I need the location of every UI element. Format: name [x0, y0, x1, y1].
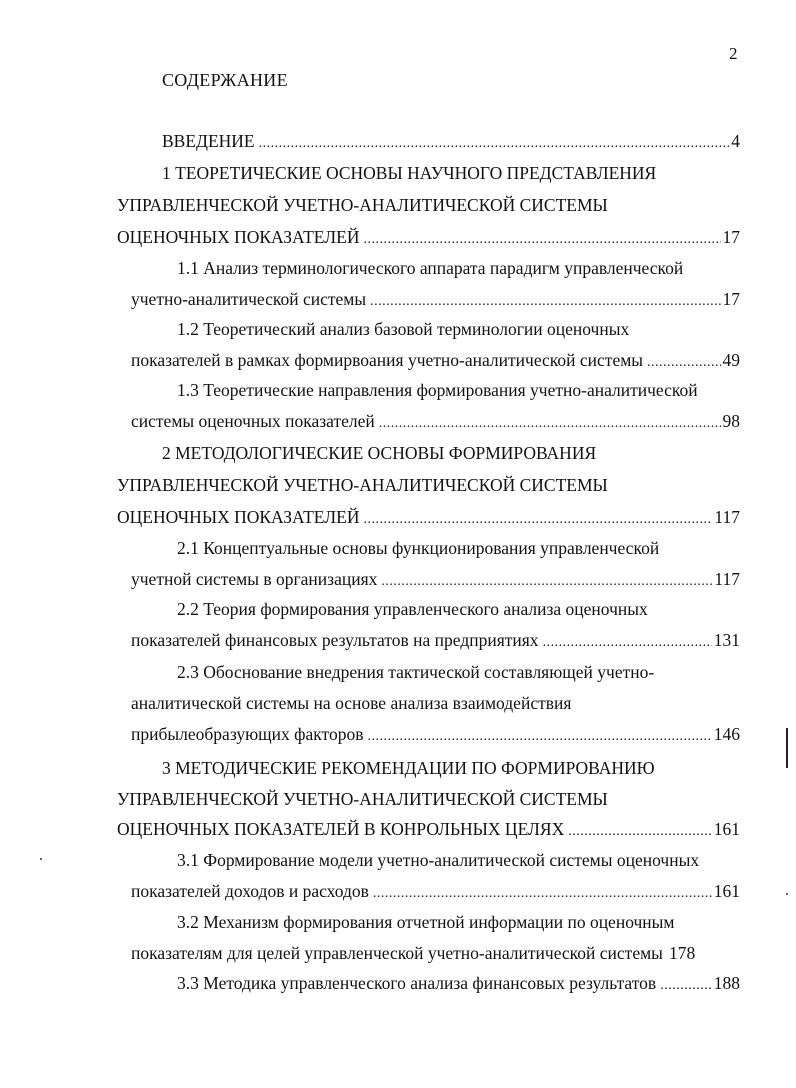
toc-chapter-1-line-3[interactable] — [117, 226, 740, 248]
toc-entry-text: УПРАВЛЕНЧЕСКОЙ УЧЕТНО-АНАЛИТИЧЕСКОЙ СИСТЕМЫ — [117, 789, 608, 809]
toc-section-1-3-line-2[interactable] — [131, 410, 740, 432]
toc-entry-text: 3 МЕТОДИЧЕСКИЕ РЕКОМЕНДАЦИИ ПО ФОРМИРОВАНИЮ — [162, 758, 655, 778]
toc-chapter-2-line-1[interactable] — [162, 442, 596, 464]
toc-chapter-3-line-2[interactable] — [117, 788, 608, 810]
toc-chapter-2-line-2[interactable] — [117, 474, 608, 496]
toc-page-number: 146 — [713, 724, 740, 744]
toc-leader-dots — [373, 883, 712, 905]
toc-leader-dots — [381, 571, 712, 593]
toc-section-3-2-line-1[interactable] — [177, 911, 675, 933]
toc-leader-dots — [370, 291, 720, 313]
toc-entry-text: аналитической системы на основе анализа взаимодействия — [131, 693, 572, 713]
toc-page-number: 178 — [668, 943, 696, 963]
toc-section-3-1-line-2[interactable] — [131, 880, 740, 902]
toc-entry-text: ОЦЕНОЧНЫХ ПОКАЗАТЕЛЕЙ — [117, 507, 360, 527]
scan-speck — [40, 858, 42, 860]
toc-section-3-1-line-1[interactable] — [177, 849, 699, 871]
toc-entry-text: показателей в рамках формирвоания учетно-аналитической системы — [131, 350, 644, 370]
toc-leader-dots — [259, 133, 730, 155]
toc-section-2-2-line-2[interactable] — [131, 629, 740, 651]
toc-entry-text: учетно-аналитической системы — [131, 289, 367, 309]
toc-page-number: 131 — [713, 630, 740, 650]
toc-entry-text: ВВЕДЕНИЕ — [162, 131, 255, 151]
toc-section-1-1-line-1[interactable] — [177, 257, 683, 279]
toc-section-2-3-line-3[interactable] — [131, 723, 740, 745]
toc-leader-dots — [647, 352, 720, 374]
toc-page-number: 49 — [722, 350, 740, 370]
toc-section-3-3[interactable] — [177, 972, 740, 994]
toc-section-2-3-line-2[interactable] — [131, 692, 571, 714]
toc-section-2-1-line-1[interactable] — [177, 537, 659, 559]
toc-section-2-2-line-1[interactable] — [177, 598, 648, 620]
toc-entry-text: прибылеобразующих факторов — [131, 724, 364, 744]
toc-entry-text: 2.1 Концептуальные основы функционирования управленческой — [177, 538, 660, 558]
toc-page-number: 188 — [713, 973, 740, 993]
toc-page-number: 4 — [731, 131, 740, 151]
toc-entry-text: 3.3 Методика управленческого анализа финансовых результатов — [177, 973, 657, 993]
toc-entry-text: 1.1 Анализ терминологического аппарата парадигм управленческой — [177, 258, 684, 278]
toc-entry-text: ОЦЕНОЧНЫХ ПОКАЗАТЕЛЕЙ В КОНРОЛЬНЫХ ЦЕЛЯХ — [117, 819, 565, 839]
toc-entry-text: 1.2 Теоретический анализ базовой терминологии оценочных — [177, 319, 630, 339]
toc-section-1-2-line-1[interactable] — [177, 318, 629, 340]
toc-page-number: 17 — [722, 289, 740, 309]
toc-entry-text: 2 МЕТОДОЛОГИЧЕСКИЕ ОСНОВЫ ФОРМИРОВАНИЯ — [162, 443, 597, 463]
toc-page-number: 117 — [714, 507, 740, 527]
toc-entry-text: УПРАВЛЕНЧЕСКОЙ УЧЕТНО-АНАЛИТИЧЕСКОЙ СИСТЕМЫ — [117, 195, 608, 215]
scan-margin-mark — [786, 728, 788, 768]
toc-entry-text: учетной системы в организациях — [131, 569, 378, 589]
toc-entry-text: 1 ТЕОРЕТИЧЕСКИЕ ОСНОВЫ НАУЧНОГО ПРЕДСТАВЛЕНИЯ — [162, 163, 657, 183]
toc-leader-dots — [379, 413, 721, 435]
toc-section-2-3-line-1[interactable] — [177, 661, 654, 683]
toc-entry-text: 2.2 Теория формирования управленческого анализа оценочных — [177, 599, 648, 619]
toc-chapter-3-line-1[interactable] — [162, 757, 655, 779]
page-number: 2 — [729, 44, 738, 63]
toc-leader-dots — [367, 726, 711, 748]
toc-section-2-1-line-2[interactable] — [131, 568, 740, 590]
toc-section-1-2-line-2[interactable] — [131, 349, 740, 371]
toc-entry-text: показателям для целей управленческой учетно-аналитической системы — [131, 943, 663, 963]
toc-leader-dots — [363, 509, 712, 531]
toc-page-number: 117 — [714, 569, 740, 589]
toc-entry-text: 3.2 Механизм формирования отчетной информации по оценочным — [177, 912, 675, 932]
toc-page-number: 161 — [713, 819, 740, 839]
toc-entry-text: 1.3 Теоретические направления формирования учетно-аналитической — [177, 380, 698, 400]
toc-entry-text: 2.3 Обоснование внедрения тактической составляющей учетно- — [177, 662, 655, 682]
toc-entry-text: показателей доходов и расходов — [131, 881, 369, 901]
toc-entry-text: системы оценочных показателей — [131, 411, 375, 431]
toc-section-1-1-line-2[interactable] — [131, 288, 740, 310]
toc-section-1-3-line-1[interactable] — [177, 379, 698, 401]
toc-leader-dots — [568, 821, 712, 843]
toc-entry-text: 3.1 Формирование модели учетно-аналитической системы оценочных — [177, 850, 700, 870]
toc-chapter-2-line-3[interactable] — [117, 506, 740, 528]
toc-page-number: 98 — [722, 411, 740, 431]
toc-entry-text: показателей финансовых результатов на предприятиях — [131, 630, 539, 650]
toc-page-number: 17 — [722, 227, 740, 247]
toc-chapter-1-line-1[interactable] — [162, 162, 656, 184]
toc-entry-text: УПРАВЛЕНЧЕСКОЙ УЧЕТНО-АНАЛИТИЧЕСКОЙ СИСТЕМЫ — [117, 475, 608, 495]
toc-chapter-3-line-3[interactable] — [117, 818, 740, 840]
toc-entry-text: ОЦЕНОЧНЫХ ПОКАЗАТЕЛЕЙ — [117, 227, 360, 247]
toc-title: СОДЕРЖАНИЕ — [162, 70, 288, 90]
toc-page-number: 161 — [713, 881, 740, 901]
toc-section-3-2-line-2[interactable] — [131, 942, 740, 964]
toc-chapter-1-line-2[interactable] — [117, 194, 608, 216]
toc-leader-dots — [543, 632, 712, 654]
toc-entry-intro[interactable] — [162, 130, 740, 152]
toc-leader-dots — [660, 975, 712, 997]
toc-leader-dots — [363, 229, 720, 251]
scan-speck — [786, 893, 788, 895]
